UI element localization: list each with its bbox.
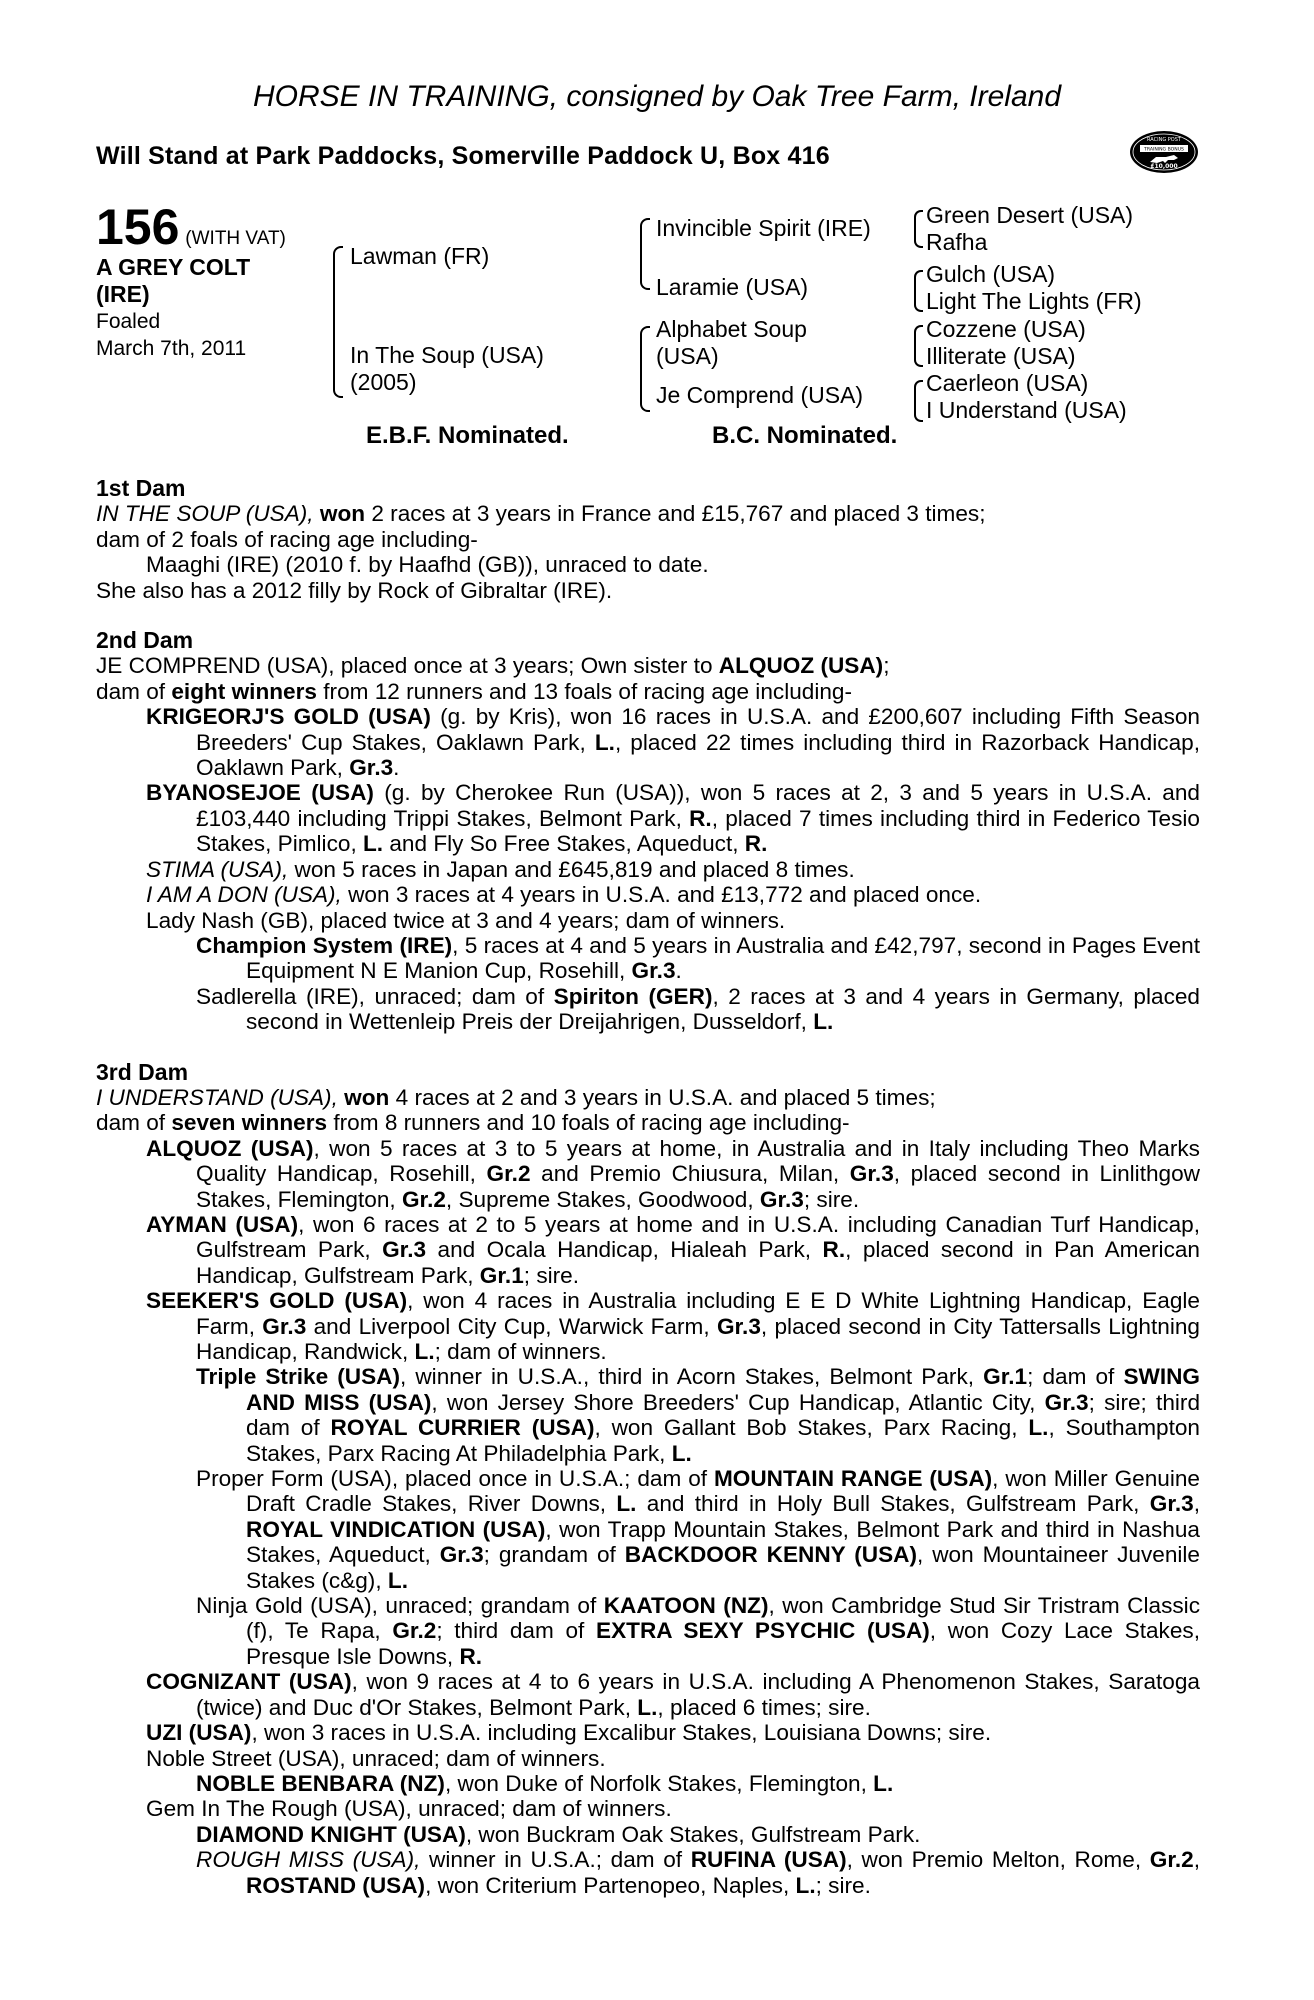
pedigree-bracket-dd	[914, 380, 923, 422]
svg-text:TRAINING BONUS: TRAINING BONUS	[1144, 147, 1184, 153]
pedigree-dam-sire-line2: (USA)	[656, 343, 719, 369]
training-bonus-logo	[1128, 128, 1200, 176]
pedigree-sdd: Light The Lights (FR)	[926, 288, 1142, 314]
bc-nominated: B.C. Nominated.	[712, 422, 898, 449]
first-dam-foal: Maaghi (IRE) (2010 f. by Haafhd (GB)), unraced to date.	[146, 552, 709, 578]
entry-proper-form: Proper Form (USA), placed once in U.S.A.; dam of MOUNTAIN RANGE (USA), won Miller Genuine Draft Cradle Stakes, River Downs, L. and third in Holy Bull Stakes, Gulfstream Park, Gr.3, ROYAL VINDICATION (USA), won Trapp Mountain Stakes, Belmont Park and third in Nashua Stakes, Aqueduct, Gr.3; grandam of BACKDOOR KENNY (USA), won Mountaineer Juvenile Stakes (c&g), L.	[196, 1466, 1200, 1593]
catalogue-body	[96, 476, 1200, 1898]
stand-location: Will Stand at Park Paddocks, Somerville Paddock U, Box 416	[96, 142, 830, 170]
lot-number: 156	[96, 199, 180, 255]
entry-noble-benbara: NOBLE BENBARA (NZ), won Duke of Norfolk Stakes, Flemington, L.	[196, 1770, 894, 1796]
pedigree-ssd: Rafha	[926, 229, 988, 255]
pedigree-bracket-main	[333, 246, 343, 398]
pedigree-bracket-sd	[914, 270, 923, 312]
horse-sex-line2: (IRE)	[96, 281, 150, 307]
entry-alquoz: ALQUOZ (USA), won 5 races at 3 to 5 years at home, in Australia and in Italy including Theo Marks Quality Handicap, Rosehill, Gr.2 and Premio Chiusura, Milan, Gr.3, placed second in Linlithgow Stakes, Flemington, Gr.2, Supreme Stakes, Goodwood, Gr.3; sire.	[146, 1135, 1200, 1212]
entry-byanosejoe: BYANOSEJOE (USA) (g. by Cherokee Run (USA)), won 5 races at 2, 3 and 5 years in U.S.A. and £103,440 including Trippi Stakes, Belmont Park, R., placed 7 times including third in Federico Tesio Stakes, Pimlico, L. and Fly So Free Stakes, Aqueduct, R.	[146, 780, 1200, 857]
entry-cognizant: COGNIZANT (USA), won 9 races at 4 to 6 years in U.S.A. including A Phenomenon Stakes, Saratoga (twice) and Duc d'Or Stakes, Belmont Park, L., placed 6 times; sire.	[146, 1669, 1200, 1720]
pedigree-dam-dam: Je Comprend (USA)	[656, 382, 864, 408]
pedigree-bracket-ss	[914, 210, 923, 248]
pedigree-dss: Cozzene (USA)	[926, 316, 1086, 342]
third-dam-record: I UNDERSTAND (USA), won 4 races at 2 and 3 years in U.S.A. and placed 5 times;	[96, 1084, 936, 1110]
vat-label: (WITH VAT)	[185, 228, 286, 249]
entry-stima: STIMA (USA), won 5 races in Japan and £645,819 and placed 8 times.	[146, 856, 855, 882]
first-dam-heading: 1st Dam	[96, 475, 186, 501]
entry-lady-nash: Lady Nash (GB), placed twice at 3 and 4 years; dam of winners.	[146, 907, 786, 933]
foaled-label: Foaled	[96, 310, 161, 333]
entry-diamond-knight: DIAMOND KNIGHT (USA), won Buckram Oak Stakes, Gulfstream Park.	[196, 1821, 921, 1847]
entry-sadlerella: Sadlerella (IRE), unraced; dam of Spiriton (GER), 2 races at 3 and 4 years in Germany, placed second in Wettenleip Preis der Dreijahrigen, Dusseldorf, L.	[196, 983, 1200, 1035]
second-dam-produce: dam of eight winners from 12 runners and 13 foals of racing age including-	[96, 678, 853, 704]
second-dam-heading: 2nd Dam	[96, 627, 194, 654]
entry-champion-system: Champion System (IRE), 5 races at 4 and 5 years in Australia and £42,797, second in Pages Event Equipment N E Manion Cup, Rosehill, Gr.3.	[196, 932, 1200, 984]
pedigree-dam-line1: In The Soup (USA)	[350, 342, 544, 368]
pedigree-sss: Green Desert (USA)	[926, 202, 1134, 228]
entry-rough-miss: ROUGH MISS (USA), winner in U.S.A.; dam of RUFINA (USA), won Premio Melton, Rome, Gr.2, ROSTAND (USA), won Criterium Partenopeo, Naples, L.; sire.	[196, 1847, 1200, 1898]
entry-seekers-gold: SEEKER'S GOLD (USA), won 4 races in Australia including E E D White Lightning Handicap, Eagle Farm, Gr.3 and Liverpool City Cup, Warwick Farm, Gr.3, placed second in City Tattersalls Lightning Handicap, Randwick, L.; dam of winners.	[146, 1288, 1200, 1364]
entry-i-am-a-don: I AM A DON (USA), won 3 races at 4 years in U.S.A. and £13,772 and placed once.	[146, 882, 982, 908]
pedigree-sds: Gulch (USA)	[926, 261, 1056, 287]
pedigree-dam-line2: (2005)	[350, 369, 417, 395]
page-title: HORSE IN TRAINING, consigned by Oak Tree Farm, Ireland	[252, 80, 1062, 113]
pedigree-sire: Lawman (FR)	[350, 243, 490, 269]
first-dam-note: She also has a 2012 filly by Rock of Gibraltar (IRE).	[96, 577, 613, 603]
entry-triple-strike: Triple Strike (USA), winner in U.S.A., third in Acorn Stakes, Belmont Park, Gr.1; dam of SWING AND MISS (USA), won Jersey Shore Breeders' Cup Handicap, Atlantic City, Gr.3; sire; third dam of ROYAL CURRIER (USA), won Gallant Bob Stakes, Parx Racing, L., Southampton Stakes, Parx Racing At Philadelphia Park, L.	[196, 1364, 1201, 1466]
pedigree-bracket-ds	[914, 325, 923, 367]
third-dam-heading: 3rd Dam	[96, 1058, 189, 1085]
first-dam-produce: dam of 2 foals of racing age including-	[96, 526, 478, 552]
svg-text:RACING POST: RACING POST	[1147, 137, 1181, 143]
ebf-nominated: E.B.F. Nominated.	[366, 422, 569, 449]
entry-noble-street: Noble Street (USA), unraced; dam of winners.	[146, 1745, 606, 1771]
lot-info	[96, 200, 286, 362]
entry-ayman: AYMAN (USA), won 6 races at 2 to 5 years at home and in U.S.A. including Canadian Turf Handicap, Gulfstream Park, Gr.3 and Ocala Handicap, Hialeah Park, R., placed second in Pan American Handicap, Gulfstream Park, Gr.1; sire.	[146, 1211, 1200, 1288]
svg-text:£10,000: £10,000	[1150, 163, 1178, 170]
entry-uzi: UZI (USA), won 3 races in U.S.A. including Excalibur Stakes, Louisiana Downs; sire.	[146, 1720, 992, 1746]
third-dam-produce: dam of seven winners from 8 runners and 10 foals of racing age including-	[96, 1110, 850, 1136]
pedigree-dam-sire-line1: Alphabet Soup	[656, 316, 807, 342]
first-dam-record: IN THE SOUP (USA), won 2 races at 3 years in France and £15,767 and placed 3 times;	[96, 501, 986, 527]
entry-krigeorjs-gold: KRIGEORJ'S GOLD (USA) (g. by Kris), won 16 races in U.S.A. and £200,607 including Fifth Season Breeders' Cup Stakes, Oaklawn Park, L., placed 22 times including third in Razorback Handicap, Oaklawn Park, Gr.3.	[146, 704, 1201, 781]
pedigree-dsd: Illiterate (USA)	[926, 343, 1076, 369]
pedigree-bracket-sire	[640, 218, 650, 290]
second-dam-record: JE COMPREND (USA), placed once at 3 years; Own sister to ALQUOZ (USA);	[96, 653, 890, 679]
pedigree-bracket-dam	[640, 326, 650, 412]
pedigree-sire-sire: Invincible Spirit (IRE)	[656, 215, 871, 241]
foaled-date: March 7th, 2011	[96, 337, 247, 360]
pedigree-dds: Caerleon (USA)	[926, 370, 1089, 396]
entry-gem-in-the-rough: Gem In The Rough (USA), unraced; dam of winners.	[146, 1796, 672, 1822]
pedigree-sire-dam: Laramie (USA)	[656, 274, 809, 300]
entry-ninja-gold: Ninja Gold (USA), unraced; grandam of KAATOON (NZ), won Cambridge Stud Sir Tristram Classic (f), Te Rapa, Gr.2; third dam of EXTRA SEXY PSYCHIC (USA), won Cozy Lace Stakes, Presque Isle Downs, R.	[196, 1593, 1200, 1669]
horse-sex-line1: A GREY COLT	[96, 254, 251, 280]
pedigree-ddd: I Understand (USA)	[926, 397, 1127, 423]
